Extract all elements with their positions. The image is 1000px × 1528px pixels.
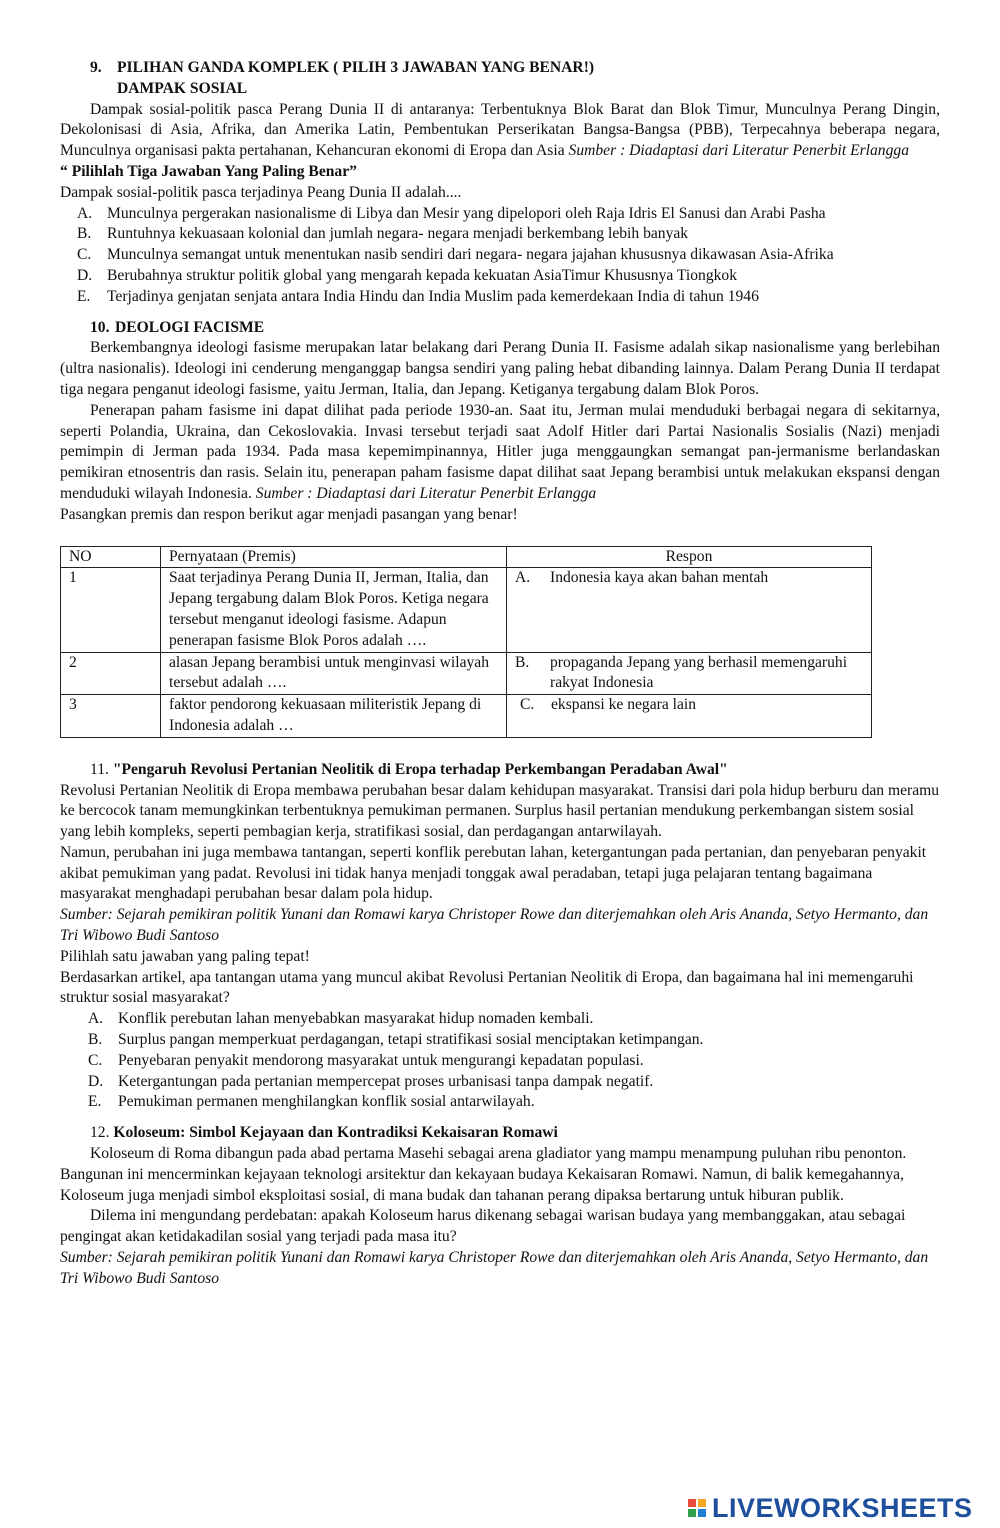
option-letter: A. bbox=[77, 204, 93, 222]
row-no: 3 bbox=[61, 695, 161, 738]
option-letter: D. bbox=[88, 1072, 104, 1090]
q11-heading bbox=[90, 760, 940, 781]
q9-option-e[interactable] bbox=[60, 287, 940, 308]
q9-title: PILIHAN GANDA KOMPLEK ( PILIH 3 JAWABAN YANG BENAR!) bbox=[117, 59, 595, 76]
option-text: Munculnya pergerakan nasionalisme di Libya dan Mesir yang dipelopori oleh Raja Idris El Sanusi dan Arabi Pasha bbox=[107, 204, 826, 222]
q11-option-e[interactable] bbox=[60, 1092, 940, 1113]
q11-option-c[interactable] bbox=[60, 1051, 940, 1072]
row-respon[interactable] bbox=[507, 568, 872, 652]
row-premis: Saat terjadinya Perang Dunia II, Jerman, Italia, dan Jepang tergabung dalam Blok Poros. Ketiga negara tersebut menganut ideologi fasisme. Adapun penerapan fasisme Blok Poros adalah …. bbox=[161, 568, 507, 652]
table-row bbox=[61, 568, 872, 652]
spacer bbox=[60, 308, 940, 318]
q11-instruction: Pilihlah satu jawaban yang paling tepat! bbox=[60, 947, 310, 965]
option-text: Surplus pangan memperkuat perdagangan, tetapi stratifikasi sosial menciptakan ketimpangan. bbox=[118, 1031, 704, 1049]
q10-source: Sumber : Diadaptasi dari Literatur Penerbit Erlangga bbox=[255, 484, 597, 502]
option-text: Runtuhnya kekuasaan kolonial dan jumlah negara- negara menjadi berkembang lebih banyak bbox=[107, 225, 689, 243]
option-text: Ketergantungan pada pertanian mempercepat proses urbanisasi tanpa dampak negatif. bbox=[118, 1072, 654, 1090]
q12-para2: Dilema ini mengundang perdebatan: apakah Koloseum harus dikenang sebagai warisan budaya yang membanggakan, atau sebagai pengingat akan ketidakadilan sosial yang terjadi pada masa itu? bbox=[60, 1207, 906, 1246]
q9-option-a[interactable] bbox=[60, 204, 940, 225]
q11-para1: Revolusi Pertanian Neolitik di Eropa membawa perubahan besar dalam kehidupan masyarakat. Transisi dari pola hidup berburu dan meramu ke bercocok tanam memungkinkan terbentuknya pemukiman permanen. Surplus hasil pertanian mendukung perkembangan sistem sosial yang lebih kompleks, seperti pembagian kerja, stratifikasi sosial, dan perdagangan antarwilayah. bbox=[60, 781, 940, 841]
logo-cube bbox=[688, 1499, 696, 1507]
table-row bbox=[61, 695, 872, 738]
q11-option-b[interactable] bbox=[60, 1030, 940, 1051]
option-letter: A. bbox=[88, 1010, 104, 1028]
resp-letter: C. bbox=[520, 696, 535, 714]
option-letter: D. bbox=[77, 266, 93, 284]
q9-question: Dampak sosial-politik pasca terjadinya Peang Dunia II adalah.... bbox=[60, 183, 462, 201]
q9-option-d[interactable] bbox=[60, 266, 940, 287]
q10-para2 bbox=[60, 401, 940, 505]
option-text: Konflik perebutan lahan menyebabkan masyarakat hidup nomaden kembali. bbox=[118, 1010, 594, 1028]
q9-option-b[interactable] bbox=[60, 224, 940, 245]
q9-passage-text: Dampak sosial-politik pasca Perang Dunia II di antaranya: Terbentuknya Blok Barat dan Blok Timur, Munculnya Perang Dingin, Dekolonisasi di Asia, Afrika, dan Amerika Latin, Pembentukan Perserikatan Bangsa-Bangsa (PBB), Terpecahnya beberapa negara, Munculnya organisasi pakta pertahanan, Kehancuran ekonomi di Eropa dan Asia bbox=[60, 100, 940, 160]
q11-title: "Pengaruh Revolusi Pertanian Neolitik di Eropa terhadap Perkembangan Peradaban Awal" bbox=[112, 760, 728, 778]
q9-instruction: “ Pilihlah Tiga Jawaban Yang Paling Benar” bbox=[60, 162, 357, 180]
option-letter: E. bbox=[77, 287, 91, 305]
table-header-row bbox=[61, 546, 872, 568]
q12-para1: Koloseum di Roma dibangun pada abad pertama Masehi sebagai arena gladiator yang mampu menampung puluhan ribu penonton. Bangunan ini mencerminkan kejayaan teknologi arsitektur dan kekayaan budaya Kekaisaran Romawi. Namun, di balik kemegahannya, Koloseum juga menjadi simbol eksploitasi sosial, di mana budak dan tahanan perang dipaksa bertarung untuk hiburan publik. bbox=[60, 1145, 907, 1204]
q9-options bbox=[60, 204, 940, 308]
q12-source: Sumber: Sejarah pemikiran politik Yunani dan Romawi karya Christoper Rowe dan diterjemahkan oleh Aris Ananda, Setyo Hermanto, dan Tri Wibowo Budi Santoso bbox=[60, 1249, 929, 1287]
q10-para2-text: Penerapan paham fasisme ini dapat dilihat pada periode 1930-an. Saat itu, Jerman mulai menduduki berbagai negara di sekitarnya, seperti Polandia, Ukraina, dan Cekoslovakia. Invasi tersebut terjadi saat Adolf Hitler dari Partai Nasionalis Sosialis (Nazi) menjadi pemimpin di Jerman pada 1934. Pada masa kepemimpinannya, Hitler juga menggaungkan semangat pan-jermanisme berlandaskan pemikiran etnosentris dan rasis. Selain itu, penerapan paham fasisme dapat dilihat saat Jepang berambisi untuk melakukan ekspansi dengan menduduki wilayah Indonesia. bbox=[60, 401, 940, 502]
header-premis: Pernyataan (Premis) bbox=[161, 546, 507, 568]
q11-question: Berdasarkan artikel, apa tantangan utama yang muncul akibat Revolusi Pertanian Neolitik di Eropa, dan bagaimana hal ini memengaruhi struktur sosial masyarakat? bbox=[60, 968, 914, 1007]
option-letter: C. bbox=[77, 246, 92, 264]
q9-passage bbox=[60, 100, 940, 162]
q11-option-d[interactable] bbox=[60, 1072, 940, 1093]
logo-cube bbox=[698, 1509, 706, 1517]
row-premis: alasan Jepang berambisi untuk menginvasi wilayah tersebut adalah …. bbox=[161, 652, 507, 695]
option-text: Berubahnya struktur politik global yang mengarah kepada kekuatan AsiaTimur Khususnya Tiongkok bbox=[107, 266, 738, 284]
q12-number: 12. bbox=[90, 1124, 110, 1142]
header-no: NO bbox=[61, 546, 161, 568]
q11-option-a[interactable] bbox=[60, 1009, 940, 1030]
matching-table bbox=[60, 546, 872, 738]
q9-source: Sumber : Diadaptasi dari Literatur Penerbit Erlangga bbox=[568, 142, 909, 160]
resp-text: propaganda Jepang yang berhasil memengaruhi rakyat Indonesia bbox=[550, 653, 848, 692]
q11-options bbox=[60, 1009, 940, 1113]
q10-heading bbox=[90, 318, 940, 339]
liveworksheets-logo[interactable] bbox=[688, 1494, 973, 1522]
logo-cube bbox=[688, 1509, 696, 1517]
option-letter: E. bbox=[88, 1093, 102, 1111]
q12-title: Koloseum: Simbol Kejayaan dan Kontradiksi Kekaisaran Romawi bbox=[113, 1124, 558, 1142]
table-row bbox=[61, 652, 872, 695]
option-text: Penyebaran penyakit mendorong masyarakat untuk mengurangi kepadatan populasi. bbox=[118, 1051, 644, 1069]
q11-para2: Namun, perubahan ini juga membawa tantangan, seperti konflik perebutan lahan, ketergantungan pada pertanian, dan penyebaran penyakit akibat pemukiman yang padat. Revolusi ini tidak hanya menjadi tonggak awal peradaban, tetapi juga pelajaran tentang bagaimana masyarakat menghadapi perubahan besar dalam pola hidup. bbox=[60, 843, 927, 903]
q9-heading bbox=[90, 58, 940, 79]
option-letter: C. bbox=[88, 1051, 103, 1069]
logo-cube bbox=[698, 1499, 706, 1507]
option-letter: B. bbox=[88, 1031, 103, 1049]
spacer bbox=[60, 1113, 940, 1123]
header-respon: Respon bbox=[507, 546, 872, 568]
q10-title: DEOLOGI FACISME bbox=[115, 318, 265, 336]
q9-number: 9. bbox=[90, 59, 102, 76]
q10-para1: Berkembangnya ideologi fasisme merupakan latar belakang dari Perang Dunia II. Fasisme adalah sikap nasionalisme yang berlebihan (ultra nasionalis). Ideologi ini cenderung menganggap bangsa sendiri yang paling hebat dibanding lainnya. Dalam Perang Dunia II terdapat tiga negara penganut ideologi fasisme, yaitu Jerman, Italia, dan Jepang. Ketiganya tergabung dalam Blok Poros. bbox=[60, 339, 940, 398]
resp-text: ekspansi ke negara lain bbox=[551, 696, 697, 714]
worksheet-page bbox=[60, 58, 940, 1290]
q11-number: 11. bbox=[90, 760, 109, 778]
option-letter: B. bbox=[77, 225, 92, 243]
q9-subtitle: DAMPAK SOSIAL bbox=[117, 79, 248, 97]
q10-instruction: Pasangkan premis dan respon berikut agar menjadi pasangan yang benar! bbox=[60, 505, 518, 523]
q12-heading bbox=[90, 1123, 940, 1144]
resp-letter: B. bbox=[515, 653, 530, 671]
option-text: Munculnya semangat untuk menentukan nasib sendiri dari negara- negara jajahan khususnya dikawasan Asia-Afrika bbox=[107, 246, 834, 264]
row-respon[interactable] bbox=[507, 652, 872, 695]
q9-option-c[interactable] bbox=[60, 245, 940, 266]
logo-text: LIVEWORKSHEETS bbox=[712, 1492, 973, 1523]
q11-source: Sumber: Sejarah pemikiran politik Yunani dan Romawi karya Christoper Rowe dan diterjemahkan oleh Aris Ananda, Setyo Hermanto, dan Tri Wibowo Budi Santoso bbox=[60, 906, 929, 945]
resp-letter: A. bbox=[515, 569, 531, 587]
logo-cubes-icon bbox=[688, 1499, 706, 1517]
q10-number: 10. bbox=[90, 318, 110, 336]
row-no: 1 bbox=[61, 568, 161, 652]
option-text: Pemukiman permanen menghilangkan konflik sosial antarwilayah. bbox=[118, 1093, 535, 1111]
row-respon[interactable] bbox=[507, 695, 872, 738]
spacer bbox=[60, 738, 940, 760]
resp-text: Indonesia kaya akan bahan mentah bbox=[550, 569, 769, 587]
option-text: Terjadinya genjatan senjata antara India Hindu dan India Muslim pada kemerdekaan India di tahun 1946 bbox=[107, 287, 759, 305]
row-premis: faktor pendorong kekuasaan militeristik Jepang di Indonesia adalah … bbox=[161, 695, 507, 738]
row-no: 2 bbox=[61, 652, 161, 695]
